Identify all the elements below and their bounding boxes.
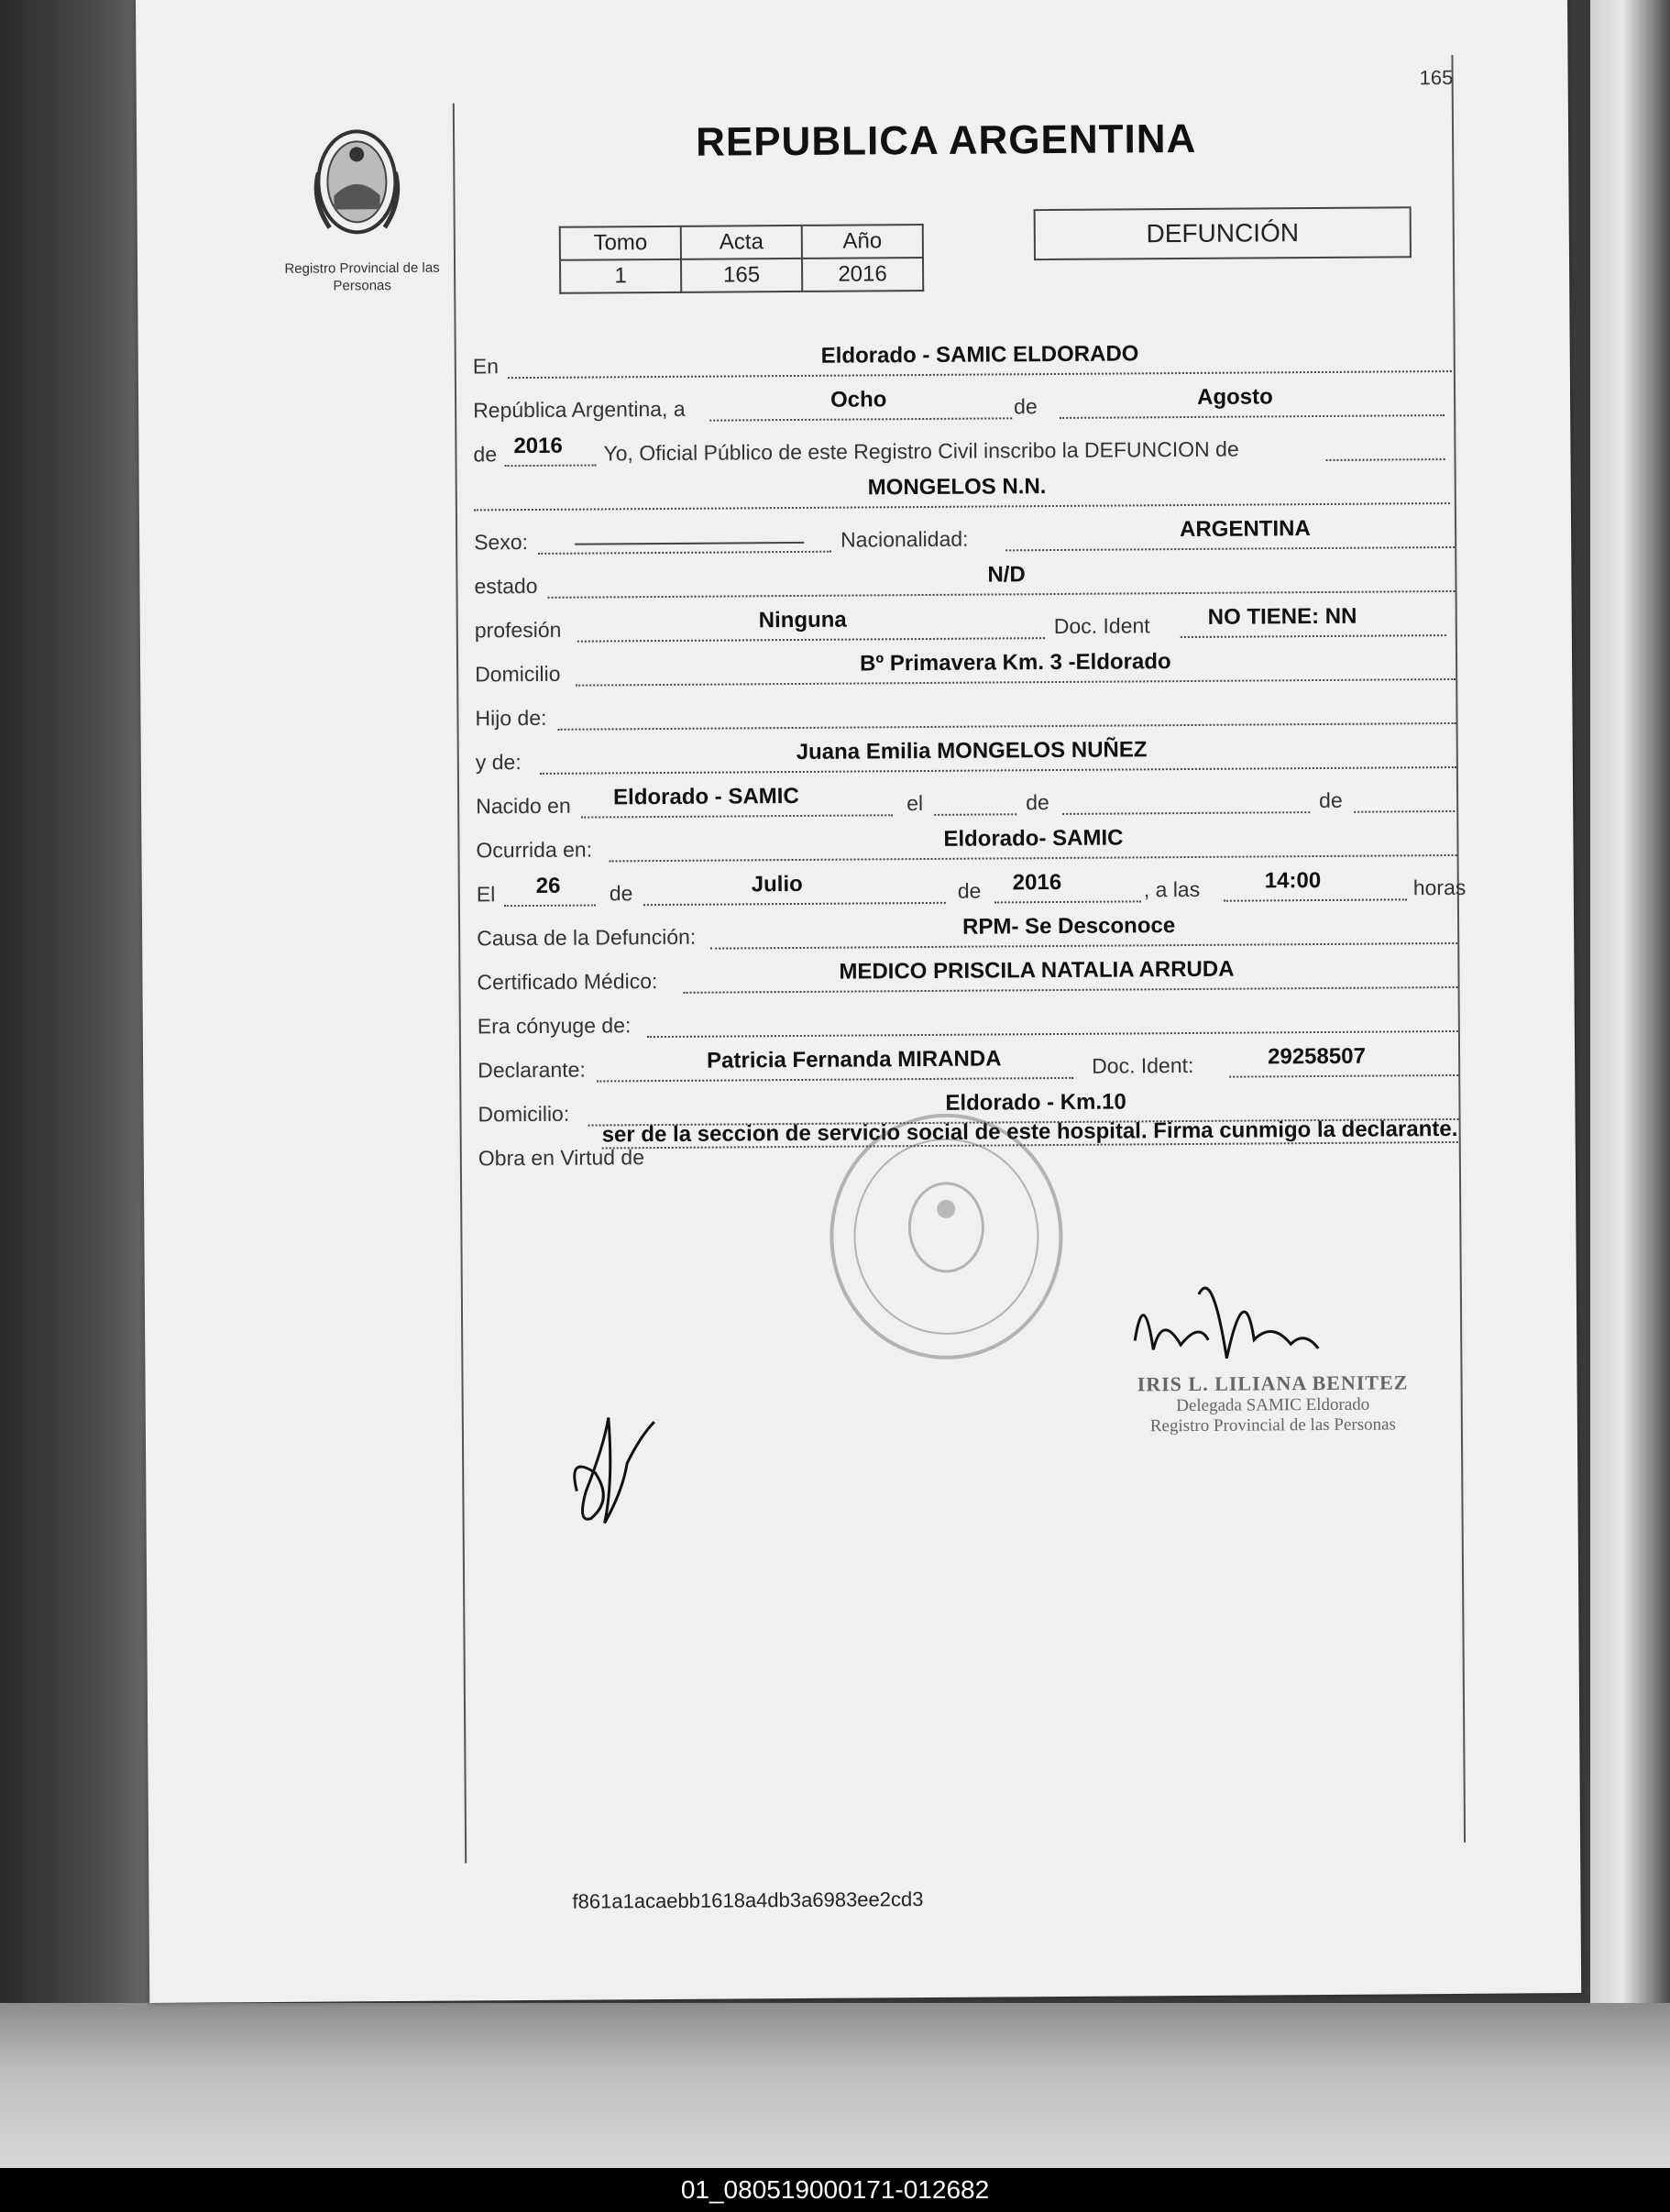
estado-value: N/D [987, 562, 1026, 588]
left-margin-line [453, 104, 467, 1864]
causa-value: RPM- Se Desconoce [961, 913, 1176, 940]
row-certificado [477, 953, 1668, 998]
row-declarante [478, 1041, 1669, 1086]
hijo-fill [557, 688, 1456, 731]
oficial-text: Yo, Oficial Público de este Registro Civil inscribo la DEFUNCION de [603, 436, 1239, 466]
en-label: En [472, 354, 500, 379]
tomo-acta-table [559, 224, 925, 294]
row-fecha-inscripcion [473, 381, 1665, 426]
row-estado [474, 557, 1665, 602]
background-bottom [0, 2003, 1670, 2168]
fecha-mes-value: Julio [751, 871, 803, 897]
acta-value: 165 [681, 259, 802, 292]
row-y-de [476, 733, 1667, 778]
sexo-label: Sexo: [474, 530, 529, 555]
nacido-dia-fill [934, 778, 1016, 816]
record-type-box: DEFUNCIÓN [1034, 206, 1412, 260]
row-sexo [474, 513, 1665, 558]
obra-label: Obra en Virtud de [478, 1145, 645, 1171]
anio-header: Año [802, 225, 923, 259]
anio-inscripcion-value: 2016 [513, 433, 563, 459]
declarante-label: Declarante: [478, 1057, 586, 1083]
y-de-label: y de: [475, 750, 522, 775]
conyuge-label: Era cónyuge de: [477, 1013, 632, 1039]
row-conyuge [478, 997, 1669, 1042]
a-las-label: , a las [1143, 876, 1201, 902]
registry-name: Registro Provincial de las Personas [284, 259, 440, 294]
mes-value: Agosto [1196, 384, 1273, 410]
doc-ident-value: NO TIENE: NN [1207, 603, 1357, 630]
nacido-mes-fill [1062, 776, 1310, 815]
oficial-fill [1325, 424, 1445, 461]
page-number: 165 [1419, 65, 1454, 90]
certificado-value: MEDICO PRISCILA NATALIA ARRUDA [839, 956, 1235, 985]
domicilio2-value: Eldorado - Km.10 [945, 1089, 1126, 1116]
ocurrida-value: Eldorado- SAMIC [943, 825, 1124, 852]
nacionalidad-value: ARGENTINA [1179, 516, 1311, 543]
nacido-anio-fill [1354, 776, 1455, 813]
ocurrida-label: Ocurrida en: [476, 837, 593, 863]
fecha-de-label: de [609, 881, 633, 906]
background-right [1590, 0, 1670, 2163]
nacido-label: Nacido en [476, 793, 571, 819]
document-hash: f861a1acaebb1618a4db3a6983ee2cd3 [572, 1887, 924, 1913]
province-seal-icon [302, 117, 412, 247]
obra-value [602, 1108, 1638, 1156]
domicilio-label: Domicilio [475, 661, 561, 687]
nacionalidad-label: Nacionalidad: [840, 526, 969, 552]
official-stamp-icon [817, 1107, 1075, 1366]
right-margin-line [1451, 55, 1466, 1843]
domicilio2-label: Domicilio: [478, 1101, 570, 1127]
row-en [473, 337, 1665, 382]
registrar-signature-icon [1126, 1257, 1328, 1369]
tomo-value: 1 [560, 259, 681, 293]
conyuge-fill [647, 996, 1458, 1038]
registrar-role: Delegada SAMIC Eldorado [1176, 1394, 1370, 1416]
row-domicilio [475, 645, 1666, 690]
en-value: Eldorado - SAMIC ELDORADO [820, 341, 1139, 369]
nacido-el-label: el [906, 791, 924, 816]
background-left [0, 0, 156, 2163]
doc-ident-label: Doc. Ident [1053, 613, 1150, 639]
hijo-label: Hijo de: [475, 705, 547, 731]
nombre-value: MONGELOS N.N. [867, 474, 1047, 501]
row-ocurrida [476, 821, 1667, 866]
row-oficial [473, 425, 1665, 470]
certificate-page [136, 0, 1581, 2003]
nacido-de2-label: de [1319, 787, 1343, 813]
fecha-dia-value: 26 [535, 873, 561, 898]
republica-label: República Argentina, a [473, 396, 686, 423]
declarante-value: Patricia Fernanda MIRANDA [706, 1046, 1002, 1073]
certificado-label: Certificado Médico: [477, 969, 658, 995]
dia-value: Ocho [830, 387, 887, 413]
de-label: de [1014, 394, 1038, 419]
domicilio-value: Bº Primavera Km. 3 -Eldorado [859, 649, 1171, 677]
anio-value: 2016 [802, 258, 923, 292]
row-fecha-defuncion [477, 865, 1668, 910]
declarant-signature-icon [558, 1408, 660, 1528]
profesion-value: Ninguna [758, 607, 847, 633]
hora-value: 14:00 [1264, 867, 1322, 894]
fecha-de2-label: de [957, 878, 982, 903]
estado-label: estado [474, 573, 538, 599]
causa-label: Causa de la Defunción: [477, 924, 697, 951]
registrar-stamp [1116, 1370, 1428, 1436]
doc-ident2-value: 29258507 [1267, 1043, 1366, 1070]
acta-header: Acta [681, 226, 802, 259]
row-nacido [476, 777, 1667, 822]
row-hijo-de [475, 689, 1666, 734]
de-anio-label: de [473, 442, 498, 467]
fecha-anio-value: 2016 [1012, 869, 1062, 896]
el-label: El [476, 882, 496, 907]
horas-label: horas [1412, 875, 1467, 900]
nacido-de-label: de [1026, 790, 1049, 815]
sexo-fill [538, 516, 831, 555]
registrar-org: Registro Provincial de las Personas [1149, 1414, 1396, 1436]
doc-ident2-label: Doc. Ident: [1092, 1052, 1194, 1078]
row-nombre [474, 469, 1665, 514]
tomo-header: Tomo [560, 226, 681, 260]
registrar-name: IRIS L. LILIANA BENITEZ [1137, 1370, 1409, 1396]
page-title: REPUBLICA ARGENTINA [695, 116, 1197, 165]
profesion-label: profesión [474, 617, 562, 643]
y-de-value: Juana Emilia MONGELOS NUÑEZ [796, 737, 1148, 765]
footer-id: 01_080519000171-012682 [0, 2168, 1670, 2212]
row-causa [477, 909, 1668, 954]
obra-value-text: ser de la seccion de servicio social de este hospital. Firma cunmigo la declarante. [601, 1116, 1458, 1148]
row-profesion [475, 601, 1666, 646]
nacido-value: Eldorado - SAMIC [612, 783, 799, 810]
